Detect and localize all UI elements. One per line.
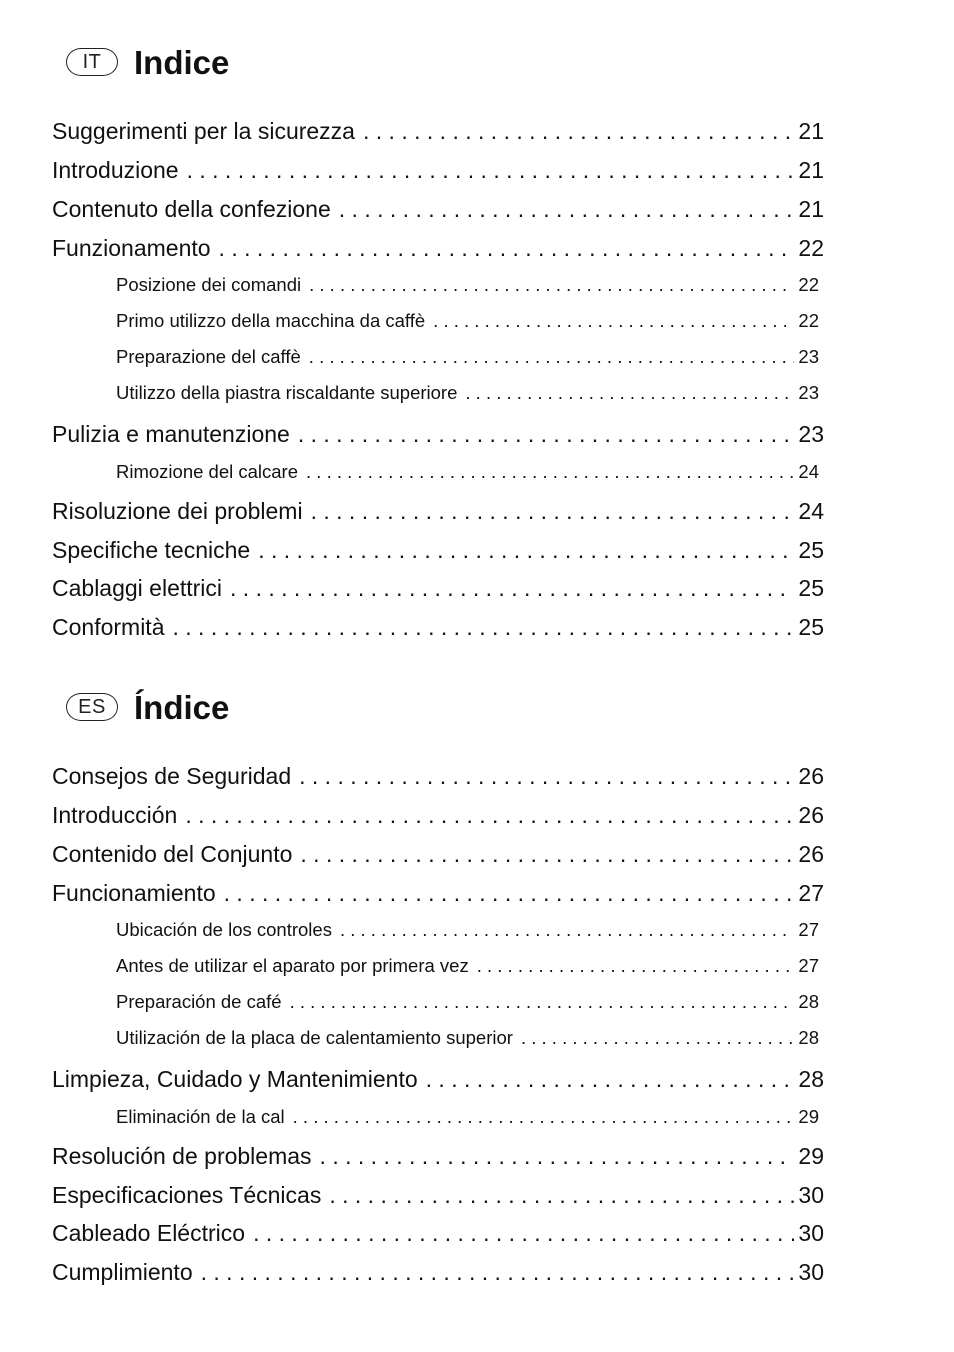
toc-page-number: 26 bbox=[798, 802, 824, 828]
language-badge: ES bbox=[66, 693, 118, 721]
dot-leader bbox=[363, 118, 794, 145]
toc-entry-label: Resolución de problemas bbox=[52, 1143, 312, 1169]
toc-entry-label: Preparación de café bbox=[116, 991, 282, 1012]
section-heading bbox=[66, 685, 229, 729]
toc-entry-label: Rimozione del calcare bbox=[116, 461, 299, 482]
dot-leader bbox=[320, 1143, 795, 1170]
dot-leader bbox=[185, 802, 794, 829]
toc-entry-label: Especificaciones Técnicas bbox=[52, 1182, 322, 1208]
toc-page-number: 30 bbox=[798, 1182, 824, 1208]
dot-leader bbox=[465, 382, 794, 404]
dot-leader bbox=[172, 614, 794, 641]
section-title: Índice bbox=[134, 688, 230, 726]
dot-leader bbox=[258, 537, 794, 564]
toc-entry-label: Funcionamiento bbox=[52, 880, 216, 906]
toc-subentry bbox=[116, 1027, 819, 1053]
toc-page-number: 26 bbox=[798, 841, 824, 867]
toc-entry bbox=[52, 575, 824, 605]
toc-page-number: 23 bbox=[798, 421, 824, 447]
toc-entry-label: Primo utilizzo della macchina da caffè bbox=[116, 310, 426, 331]
toc-page-number: 26 bbox=[798, 763, 824, 789]
toc-entry bbox=[52, 802, 824, 832]
toc-page-number: 22 bbox=[798, 310, 819, 331]
toc-page-number: 28 bbox=[798, 1027, 819, 1048]
toc-subentry bbox=[116, 1106, 819, 1132]
toc-entry bbox=[52, 498, 824, 528]
toc-entry bbox=[52, 1182, 824, 1212]
toc-page-number: 29 bbox=[798, 1143, 824, 1169]
toc-entry-label: Conformità bbox=[52, 614, 165, 640]
toc-entry-label: Contenuto della confezione bbox=[52, 196, 331, 222]
toc-page-number: 23 bbox=[798, 382, 819, 403]
toc-page-number: 28 bbox=[798, 991, 819, 1012]
dot-leader bbox=[426, 1066, 795, 1093]
toc-entry bbox=[52, 614, 824, 644]
toc-entry-label: Ubicación de los controles bbox=[116, 919, 332, 940]
toc-entry-label: Preparazione del caffè bbox=[116, 346, 301, 367]
toc-entry bbox=[52, 196, 824, 226]
dot-leader bbox=[309, 274, 794, 296]
dot-leader bbox=[187, 157, 795, 184]
toc-page-number: 28 bbox=[798, 1066, 824, 1092]
toc-entry bbox=[52, 880, 824, 910]
dot-leader bbox=[311, 498, 795, 525]
dot-leader bbox=[219, 235, 795, 262]
toc-entry-label: Eliminación de la cal bbox=[116, 1106, 285, 1127]
toc-entry-label: Utilizzo della piastra riscaldante superiore bbox=[116, 382, 458, 403]
dot-leader bbox=[329, 1182, 794, 1209]
toc-subentry bbox=[116, 919, 819, 945]
dot-leader bbox=[293, 1106, 795, 1128]
toc-page-number: 21 bbox=[798, 157, 824, 183]
toc-entry bbox=[52, 118, 824, 148]
toc-page-number: 22 bbox=[798, 274, 819, 295]
toc-subentry bbox=[116, 382, 819, 408]
toc-page-number: 29 bbox=[798, 1106, 819, 1127]
toc-entry bbox=[52, 1066, 824, 1096]
toc-entry-label: Posizione dei comandi bbox=[116, 274, 302, 295]
toc-entry bbox=[52, 841, 824, 871]
dot-leader bbox=[306, 461, 794, 483]
toc-entry bbox=[52, 235, 824, 265]
toc-entry-label: Risoluzione dei problemi bbox=[52, 498, 303, 524]
toc-page-number: 25 bbox=[798, 614, 824, 640]
toc-entry-label: Introducción bbox=[52, 802, 178, 828]
toc-entry-label: Specifiche tecniche bbox=[52, 537, 251, 563]
toc-entry-label: Antes de utilizar el aparato por primera vez bbox=[116, 955, 469, 976]
toc-subentry bbox=[116, 955, 819, 981]
dot-leader bbox=[298, 421, 795, 448]
toc-entry-label: Consejos de Seguridad bbox=[52, 763, 292, 789]
dot-leader bbox=[309, 346, 795, 368]
dot-leader bbox=[201, 1259, 795, 1286]
toc-page-number: 22 bbox=[798, 235, 824, 261]
toc-entry bbox=[52, 1259, 824, 1289]
toc-page-number: 23 bbox=[798, 346, 819, 367]
section-title: Indice bbox=[134, 43, 230, 81]
dot-leader bbox=[253, 1220, 794, 1247]
toc-page-number: 27 bbox=[798, 919, 819, 940]
toc-page-number: 24 bbox=[798, 461, 819, 482]
dot-leader bbox=[224, 880, 795, 907]
toc-page-number: 30 bbox=[798, 1259, 824, 1285]
toc-entry-label: Cumplimiento bbox=[52, 1259, 193, 1285]
dot-leader bbox=[290, 991, 795, 1013]
toc-subentry bbox=[116, 346, 819, 372]
toc-entry bbox=[52, 421, 824, 451]
dot-leader bbox=[477, 955, 795, 977]
toc-page-number: 25 bbox=[798, 575, 824, 601]
dot-leader bbox=[521, 1027, 794, 1049]
toc-page-number: 24 bbox=[798, 498, 824, 524]
toc-entry bbox=[52, 1143, 824, 1173]
toc-entry-label: Contenido del Conjunto bbox=[52, 841, 293, 867]
toc-entry-label: Utilización de la placa de calentamiento superior bbox=[116, 1027, 513, 1048]
toc-entry bbox=[52, 157, 824, 187]
dot-leader bbox=[433, 310, 794, 332]
toc-entry-label: Limpieza, Cuidado y Mantenimiento bbox=[52, 1066, 418, 1092]
dot-leader bbox=[339, 196, 795, 223]
toc-page-number: 30 bbox=[798, 1220, 824, 1246]
language-badge: IT bbox=[66, 48, 118, 76]
toc-page-number: 21 bbox=[798, 118, 824, 144]
toc-page-number: 27 bbox=[798, 955, 819, 976]
dot-leader bbox=[340, 919, 794, 941]
dot-leader bbox=[300, 841, 794, 868]
toc-entry-label: Cableado Eléctrico bbox=[52, 1220, 246, 1246]
toc-page-number: 21 bbox=[798, 196, 824, 222]
toc-entry-label: Suggerimenti per la sicurezza bbox=[52, 118, 355, 144]
toc-entry-label: Cablaggi elettrici bbox=[52, 575, 223, 601]
toc-subentry bbox=[116, 274, 819, 300]
toc-entry bbox=[52, 763, 824, 793]
dot-leader bbox=[230, 575, 794, 602]
toc-subentry bbox=[116, 461, 819, 487]
toc-subentry bbox=[116, 991, 819, 1017]
toc-entry-label: Introduzione bbox=[52, 157, 179, 183]
toc-page-number: 27 bbox=[798, 880, 824, 906]
dot-leader bbox=[299, 763, 794, 790]
section-heading bbox=[66, 40, 229, 84]
toc-entry-label: Funzionamento bbox=[52, 235, 211, 261]
toc-entry bbox=[52, 537, 824, 567]
toc-page-number: 25 bbox=[798, 537, 824, 563]
toc-subentry bbox=[116, 310, 819, 336]
toc-entry bbox=[52, 1220, 824, 1250]
toc-entry-label: Pulizia e manutenzione bbox=[52, 421, 290, 447]
